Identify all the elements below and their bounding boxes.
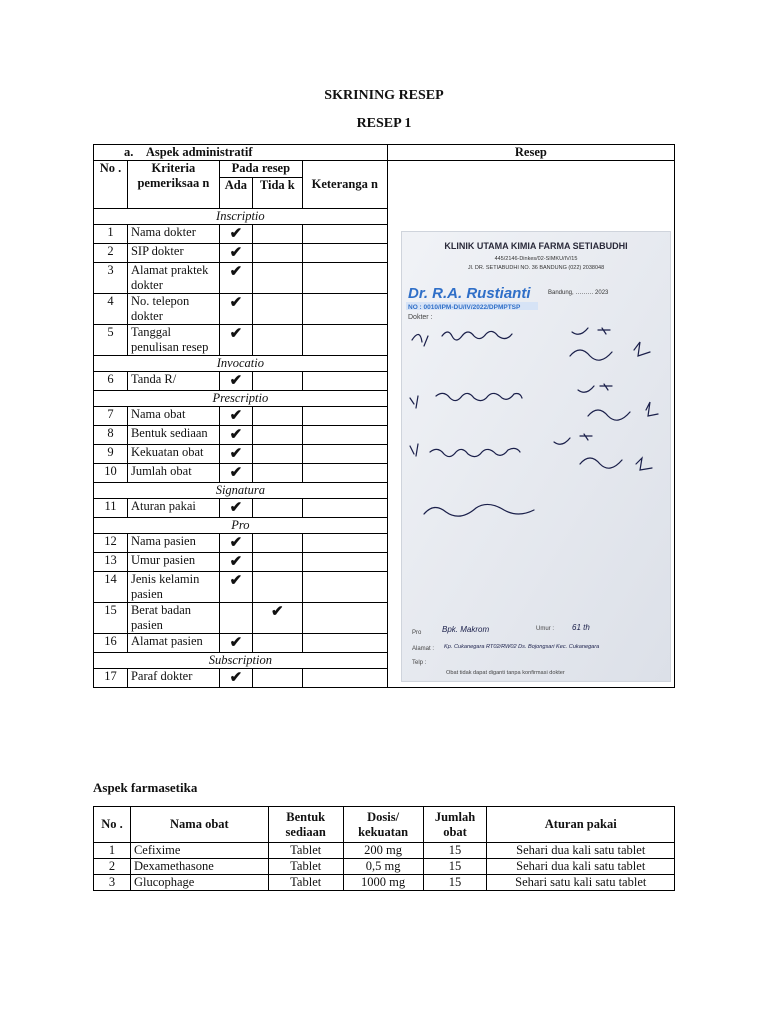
- check-icon: ✔: [271, 604, 284, 620]
- row-kriteria: Nama dokter: [127, 225, 219, 244]
- row-no: 6: [94, 372, 128, 391]
- check-icon: ✔: [229, 635, 243, 651]
- row-kriteria: Aturan pakai: [127, 499, 219, 518]
- check-icon: ✔: [229, 373, 243, 389]
- patient-age: 61 th: [572, 623, 590, 632]
- section-subscription: Subscription: [94, 653, 388, 669]
- col-header-kriteria: Kriteria pemeriksaa n: [127, 161, 219, 209]
- city-date: Bandung, ……… 2023: [548, 290, 609, 296]
- farm-cell: 15: [423, 843, 487, 859]
- page-subtitle: RESEP 1: [356, 116, 412, 131]
- table-row: [94, 843, 675, 859]
- ada-check-cell: [219, 244, 252, 263]
- ada-check-cell: [219, 634, 252, 653]
- row-no: 17: [94, 669, 128, 688]
- ada-check-cell: [219, 426, 252, 445]
- col-header-tidak: Tida k: [252, 178, 302, 209]
- row-no: 14: [94, 572, 128, 603]
- farmasetika-table: [93, 806, 675, 891]
- section-invocatio: Invocatio: [94, 356, 388, 372]
- row-no: 3: [94, 263, 128, 294]
- farm-cell: Dexamethasone: [130, 859, 268, 875]
- row-keterangan: [302, 603, 387, 634]
- check-icon: ✔: [229, 573, 243, 589]
- section-signatura: Signatura: [94, 483, 388, 499]
- tidak-check-cell: [252, 294, 302, 325]
- patient-address: Kp. Cukanegara RT02/RW02 Ds. Bojongsari Kec. Cukanegara: [444, 644, 600, 650]
- row-kriteria: No. telepon dokter: [127, 294, 219, 325]
- farm-cell: Sehari dua kali satu tablet: [487, 859, 675, 875]
- row-kriteria: Nama pasien: [127, 534, 219, 553]
- tidak-check-cell: [252, 325, 302, 356]
- doctor-name: Dr. R.A. Rustianti: [408, 285, 531, 302]
- row-no: 16: [94, 634, 128, 653]
- row-keterangan: [302, 225, 387, 244]
- page-title: SKRINING RESEP: [324, 88, 444, 103]
- clinic-license: 445/2146-Dinkes/02-SIMKU/IV/15: [494, 256, 578, 262]
- row-no: 2: [94, 244, 128, 263]
- tidak-check-cell: [252, 263, 302, 294]
- ada-check-cell: [219, 464, 252, 483]
- row-kriteria: Jenis kelamin pasien: [127, 572, 219, 603]
- row-kriteria: Kekuatan obat: [127, 445, 219, 464]
- ada-check-cell: [219, 263, 252, 294]
- row-keterangan: [302, 572, 387, 603]
- farmasetika-heading: Aspek farmasetika: [93, 780, 198, 795]
- row-kriteria: Alamat pasien: [127, 634, 219, 653]
- row-keterangan: [302, 407, 387, 426]
- farm-header-2: Bentuk sediaan: [268, 807, 343, 843]
- farm-cell: 15: [423, 875, 487, 891]
- ada-check-cell: [219, 325, 252, 356]
- farm-cell: Tablet: [268, 843, 343, 859]
- row-no: 7: [94, 407, 128, 426]
- sip-number: NO : 0010/IPM-DU/IV/2022/DPMPTSP: [408, 304, 521, 311]
- ada-check-cell: [219, 572, 252, 603]
- row-no: 4: [94, 294, 128, 325]
- farm-cell: 15: [423, 859, 487, 875]
- ada-check-cell: [219, 225, 252, 244]
- farm-cell: 1000 mg: [343, 875, 423, 891]
- row-keterangan: [302, 464, 387, 483]
- row-no: 11: [94, 499, 128, 518]
- check-icon: ✔: [229, 226, 243, 242]
- row-keterangan: [302, 499, 387, 518]
- check-icon: ✔: [229, 446, 243, 462]
- check-icon: ✔: [229, 295, 243, 311]
- tidak-check-cell: [252, 407, 302, 426]
- tidak-check-cell: [252, 572, 302, 603]
- section-prescriptio: Prescriptio: [94, 391, 388, 407]
- tidak-check-cell: [252, 634, 302, 653]
- row-no: 10: [94, 464, 128, 483]
- check-icon: ✔: [229, 554, 243, 570]
- check-icon: ✔: [229, 465, 243, 481]
- tidak-check-cell: [252, 603, 302, 634]
- farm-cell: 200 mg: [343, 843, 423, 859]
- farm-cell: Sehari satu kali satu tablet: [487, 875, 675, 891]
- row-kriteria: Bentuk sediaan: [127, 426, 219, 445]
- check-icon: ✔: [229, 427, 243, 443]
- row-no: 5: [94, 325, 128, 356]
- row-no: 8: [94, 426, 128, 445]
- row-kriteria: Paraf dokter: [127, 669, 219, 688]
- row-keterangan: [302, 263, 387, 294]
- pro-label: Pro: [412, 630, 422, 636]
- row-keterangan: [302, 325, 387, 356]
- farm-cell: 1: [94, 843, 131, 859]
- tidak-check-cell: [252, 426, 302, 445]
- row-keterangan: [302, 372, 387, 391]
- prescription-photo: [401, 231, 671, 682]
- prescription-image: [402, 232, 670, 681]
- check-icon: ✔: [229, 670, 243, 686]
- ada-check-cell: [219, 534, 252, 553]
- tidak-check-cell: [252, 464, 302, 483]
- col-header-keterangan: Keteranga n: [302, 161, 387, 209]
- row-kriteria: Berat badan pasien: [127, 603, 219, 634]
- row-no: 9: [94, 445, 128, 464]
- check-icon: ✔: [229, 535, 243, 551]
- ada-check-cell: [219, 499, 252, 518]
- col-header-ada: Ada: [219, 178, 252, 209]
- col-header-pada-resep: Pada resep: [219, 161, 302, 178]
- tidak-check-cell: [252, 244, 302, 263]
- check-icon: ✔: [229, 408, 243, 424]
- row-no: 15: [94, 603, 128, 634]
- farm-cell: Glucophage: [130, 875, 268, 891]
- farm-cell: Tablet: [268, 875, 343, 891]
- tidak-check-cell: [252, 445, 302, 464]
- clinic-address: Jl. DR. SETIABUDHI NO. 36 BANDUNG (022) 2038048: [467, 265, 605, 271]
- farm-cell: Sehari dua kali satu tablet: [487, 843, 675, 859]
- patient-name: Bpk. Makrom: [442, 625, 490, 634]
- ada-check-cell: [219, 294, 252, 325]
- ada-check-cell: [219, 553, 252, 572]
- alamat-label: Alamat :: [412, 646, 435, 652]
- row-kriteria: Tanda R/: [127, 372, 219, 391]
- row-keterangan: [302, 426, 387, 445]
- umur-label: Umur :: [536, 626, 554, 632]
- row-keterangan: [302, 244, 387, 263]
- tidak-check-cell: [252, 225, 302, 244]
- row-kriteria: Alamat praktek dokter: [127, 263, 219, 294]
- section-inscriptio: Inscriptio: [94, 209, 388, 225]
- clinic-name: KLINIK UTAMA KIMIA FARMA SETIABUDHI: [444, 241, 628, 251]
- row-keterangan: [302, 634, 387, 653]
- resep-header: Resep: [387, 145, 674, 161]
- row-kriteria: Tanggal penulisan resep: [127, 325, 219, 356]
- farm-cell: Tablet: [268, 859, 343, 875]
- check-icon: ✔: [229, 500, 243, 516]
- row-keterangan: [302, 669, 387, 688]
- ada-check-cell: [219, 407, 252, 426]
- row-no: 12: [94, 534, 128, 553]
- row-keterangan: [302, 445, 387, 464]
- rx-footer: Obat tidak dapat diganti tanpa konfirmasi dokter: [446, 670, 565, 676]
- ada-check-cell: [219, 372, 252, 391]
- table-row: [94, 875, 675, 891]
- farm-cell: 3: [94, 875, 131, 891]
- row-no: 13: [94, 553, 128, 572]
- farm-header-4: Jumlah obat: [423, 807, 487, 843]
- col-header-no: No .: [94, 161, 128, 209]
- farmasetika-table-body: [94, 807, 675, 891]
- row-keterangan: [302, 553, 387, 572]
- row-kriteria: Jumlah obat: [127, 464, 219, 483]
- tidak-check-cell: [252, 372, 302, 391]
- section-pro: Pro: [94, 518, 388, 534]
- row-keterangan: [302, 534, 387, 553]
- check-icon: ✔: [229, 245, 243, 261]
- row-kriteria: SIP dokter: [127, 244, 219, 263]
- tidak-check-cell: [252, 534, 302, 553]
- table-row: [94, 859, 675, 875]
- row-kriteria: Umur pasien: [127, 553, 219, 572]
- farm-header-0: No .: [94, 807, 131, 843]
- ada-check-cell: [219, 669, 252, 688]
- telp-label: Telp :: [412, 660, 427, 666]
- row-no: 1: [94, 225, 128, 244]
- check-icon: ✔: [229, 326, 243, 342]
- farm-cell: Cefixime: [130, 843, 268, 859]
- tidak-check-cell: [252, 669, 302, 688]
- farm-header-1: Nama obat: [130, 807, 268, 843]
- ada-check-cell: [219, 603, 252, 634]
- farm-cell: 0,5 mg: [343, 859, 423, 875]
- farm-cell: 2: [94, 859, 131, 875]
- admin-section-title: a. Aspek administratif: [94, 145, 388, 161]
- tidak-check-cell: [252, 553, 302, 572]
- farm-header-3: Dosis/ kekuatan: [343, 807, 423, 843]
- tidak-check-cell: [252, 499, 302, 518]
- farm-header-5: Aturan pakai: [487, 807, 675, 843]
- row-keterangan: [302, 294, 387, 325]
- check-icon: ✔: [229, 264, 243, 280]
- dokter-label: Dokter :: [408, 314, 433, 321]
- ada-check-cell: [219, 445, 252, 464]
- row-kriteria: Nama obat: [127, 407, 219, 426]
